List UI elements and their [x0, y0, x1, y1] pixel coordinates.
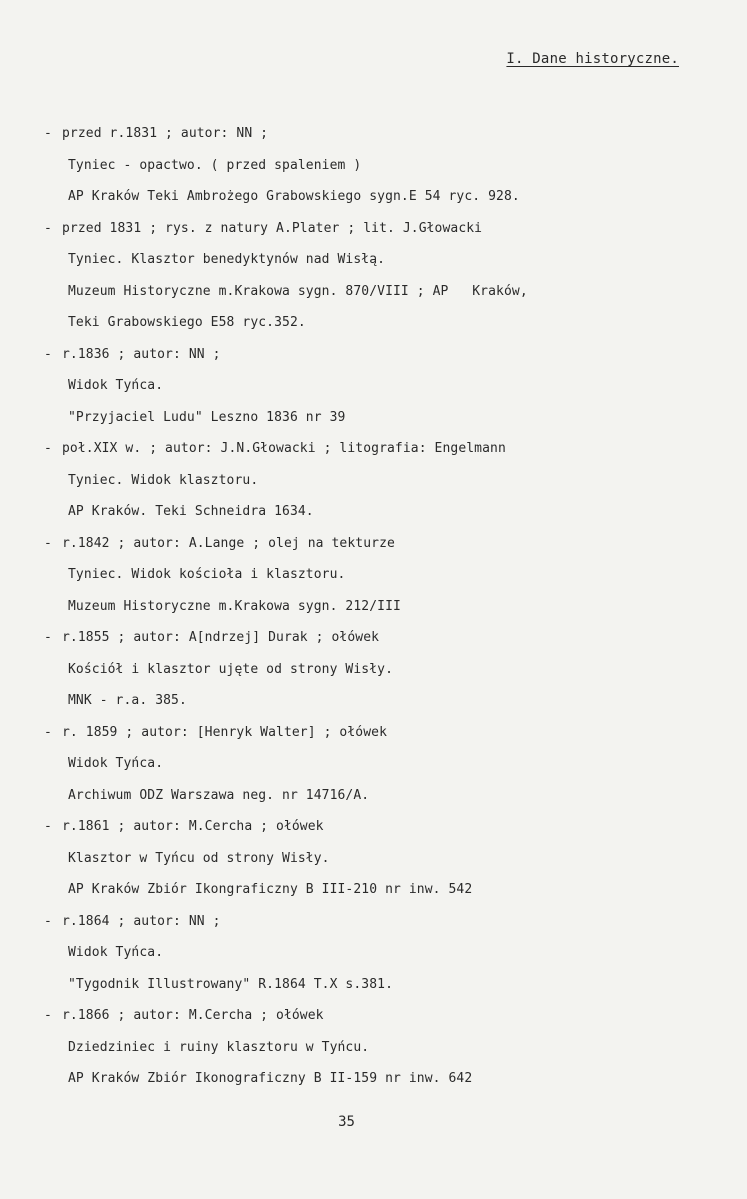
entry-dash: - — [44, 220, 52, 236]
entry-source: MNK - r.a. 385. — [68, 693, 187, 708]
entry-title: Tyniec. Widok klasztoru. — [68, 472, 259, 488]
entry-dash: - — [44, 441, 52, 456]
entry-dash: - — [44, 724, 52, 740]
entry-date-author — [44, 433, 704, 465]
entry-source: "Przyjaciel Ludu" Leszno 1836 nr 39 — [68, 409, 346, 425]
entry-line-1: r.1836 ; autor: NN ; — [62, 346, 221, 362]
entry-line-1: poł.XIX w. ; autor: J.N.Głowacki ; litografia: Engelmann — [62, 441, 506, 456]
entry-dash: - — [44, 913, 52, 929]
entry-1 — [44, 118, 704, 213]
entry-3 — [44, 339, 704, 434]
entry-line-1: przed r.1831 ; autor: NN ; — [62, 126, 269, 141]
entry-title: Kościół i klasztor ujęte od strony Wisły. — [68, 661, 393, 677]
entry-source: Muzeum Historyczne m.Krakowa sygn. 870/VIII ; AP Kraków, — [68, 283, 528, 299]
entry-title: Dziedziniec i ruiny klasztoru w Tyńcu. — [68, 1039, 370, 1055]
entry-source: "Tygodnik Illustrowany" R.1864 T.X s.381. — [68, 976, 393, 992]
entry-date-author — [44, 118, 704, 150]
entry-6 — [44, 622, 704, 717]
entry-source: AP Kraków Zbiór Ikongraficzny B III-210 nr inw. 542 — [68, 882, 473, 897]
entry-date-author — [44, 213, 704, 245]
entry-date-author — [44, 528, 704, 560]
entry-dash: - — [44, 346, 52, 362]
entry-title: Widok Tyńca. — [68, 378, 164, 393]
entry-dash: - — [44, 126, 52, 141]
entry-title: Tyniec - opactwo. ( przed spaleniem ) — [68, 157, 362, 173]
entry-title: Tyniec. Widok kościoła i klasztoru. — [68, 567, 346, 582]
entry-dash: - — [44, 1008, 52, 1023]
entry-date-author — [44, 339, 704, 371]
entry-7 — [44, 717, 704, 812]
page-number — [0, 1114, 747, 1130]
entry-title: Widok Tyńca. — [68, 756, 164, 771]
entry-2 — [44, 213, 704, 339]
entry-title: Widok Tyńca. — [68, 945, 164, 960]
entry-title: Tyniec. Klasztor benedyktynów nad Wisłą. — [68, 252, 386, 267]
entry-title: Klasztor w Tyńcu od strony Wisły. — [68, 850, 330, 866]
entry-dash: - — [44, 535, 52, 551]
entry-dash: - — [44, 819, 52, 834]
entry-source: AP Kraków Zbiór Ikonograficzny B II-159 nr inw. 642 — [68, 1071, 473, 1086]
entry-source: AP Kraków. Teki Schneidra 1634. — [68, 504, 314, 519]
entry-4 — [44, 433, 704, 528]
entry-source: Muzeum Historyczne m.Krakowa sygn. 212/III — [68, 598, 401, 614]
entry-date-author — [44, 906, 704, 938]
entry-5 — [44, 528, 704, 623]
entry-date-author — [44, 811, 704, 843]
entry-line-1: r. 1859 ; autor: [Henryk Walter] ; ołówek — [62, 724, 387, 740]
entry-source: AP Kraków Teki Ambrożego Grabowskiego sygn.E 54 ryc. 928. — [68, 189, 520, 204]
entry-line-1: r.1842 ; autor: A.Lange ; olej na tekturze — [62, 535, 395, 551]
entries-list — [44, 118, 704, 1095]
entry-dash: - — [44, 630, 52, 645]
entry-source: Archiwum ODZ Warszawa neg. nr 14716/A. — [68, 787, 370, 803]
entry-8 — [44, 811, 704, 906]
entry-line-1: r.1855 ; autor: A[ndrzej] Durak ; ołówek — [62, 630, 380, 645]
entry-10 — [44, 1000, 704, 1095]
entry-line-1: r.1861 ; autor: M.Cercha ; ołówek — [62, 819, 324, 834]
entry-line-1: przed 1831 ; rys. z natury A.Plater ; lit. J.Głowacki — [62, 220, 483, 236]
page-number-text: 35 — [338, 1114, 355, 1130]
entry-date-author — [44, 1000, 704, 1032]
section-heading: I. Dane historyczne. — [506, 51, 679, 67]
entry-source-continued: Teki Grabowskiego E58 ryc.352. — [68, 315, 306, 330]
entry-date-author — [44, 717, 704, 749]
entry-line-1: r.1864 ; autor: NN ; — [62, 913, 221, 929]
entry-date-author — [44, 622, 704, 654]
entry-line-1: r.1866 ; autor: M.Cercha ; ołówek — [62, 1008, 324, 1023]
entry-9 — [44, 906, 704, 1001]
